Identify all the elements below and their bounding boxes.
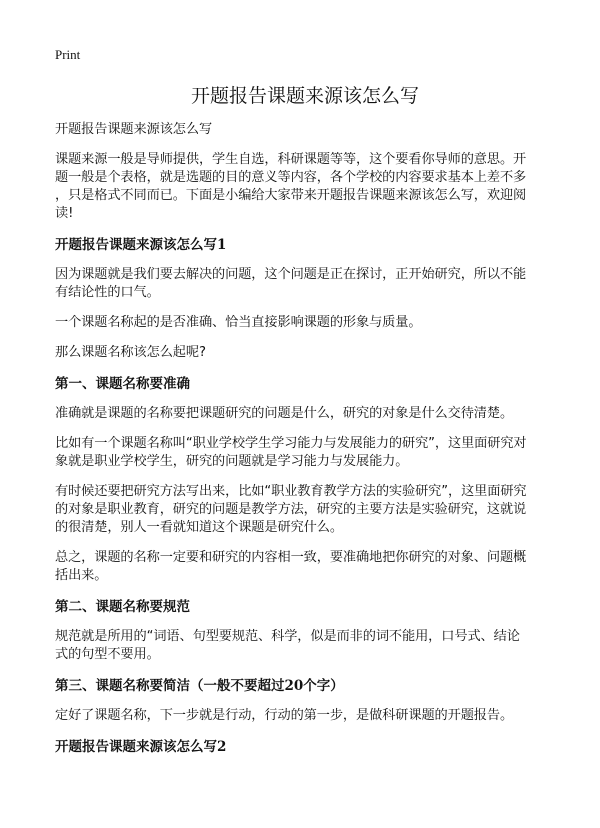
text-line: 第二、课题名称要规范 [55, 599, 190, 615]
text-line: 括出来。 [55, 568, 108, 583]
section-heading [55, 598, 555, 616]
paragraph [55, 628, 555, 664]
text-line: 开题报告课题来源该怎么写1 [55, 237, 227, 253]
paragraph [55, 121, 555, 139]
text-line: 第一、课题名称要准确 [55, 376, 190, 392]
document-page [55, 46, 555, 756]
section-heading [55, 236, 555, 254]
text-line: 总之，课题的名称一定要和研究的内容相一致，要准确地把你研究的对象、问题概 [55, 550, 527, 565]
document-body [55, 121, 555, 756]
text-line: 规范就是所用的“词语、句型要规范、科学，似是而非的词不能用，口号式、结论 [55, 629, 520, 644]
text-line: 题一般是个表格，就是选题的目的意义等内容，各个学校的内容要求基本上差不多 [55, 170, 527, 185]
text-line: 象就是职业学校学生，研究的问题就是学习能力与发展能力。 [55, 454, 409, 469]
paragraph [55, 483, 555, 537]
text-line: 有时候还要把研究方法写出来，比如“职业教育教学方法的实验研究”，这里面研究 [55, 484, 527, 499]
paragraph [55, 344, 555, 362]
section-heading [55, 738, 555, 756]
text-line: 的对象是职业教育，研究的问题是教学方法，研究的主要方法是实验研究，这就说 [55, 502, 527, 517]
text-line: 定好了课题名称，下一步就是行动，行动的第一步，是做科研课题的开题报告。 [55, 708, 514, 723]
text-line: 开题报告课题来源该怎么写 [55, 122, 213, 137]
paragraph [55, 549, 555, 585]
text-line: 第三、课题名称要简洁（一般不要超过20个字） [55, 678, 344, 694]
paragraph [55, 435, 555, 471]
text-line: 式的句型不要用。 [55, 647, 160, 662]
page-title: 开题报告课题来源该怎么写 [190, 85, 419, 107]
text-line: 准确就是课题的名称要把课题研究的问题是什么，研究的对象是什么交待清楚。 [55, 406, 514, 421]
print-link[interactable]: Print [55, 47, 81, 62]
text-line: 一个课题名称起的是否准确、恰当直接影响课题的形象与质量。 [55, 315, 422, 330]
text-line: 读! [55, 206, 74, 221]
section-heading [55, 677, 555, 695]
text-line: 那么课题名称该怎么起呢? [55, 345, 206, 360]
text-line: 比如有一个课题名称叫“职业学校学生学习能力与发展能力的研究”，这里面研究对 [55, 436, 527, 451]
text-line: 的很清楚，别人一看就知道这个课题是研究什么。 [55, 520, 343, 535]
paragraph [55, 314, 555, 332]
text-line: 有结论性的口气。 [55, 285, 160, 300]
text-line: 因为课题就是我们要去解决的问题，这个问题是正在探讨，正开始研究，所以不能 [55, 267, 527, 282]
text-line: 课题来源一般是导师提供，学生自选，科研课题等等，这个要看你导师的意思。开 [55, 152, 527, 167]
section-heading [55, 375, 555, 393]
paragraph [55, 151, 555, 223]
text-line: 开题报告课题来源该怎么写2 [55, 739, 227, 755]
text-line: ，只是格式不同而已。下面是小编给大家带来开题报告课题来源该怎么写，欢迎阅 [55, 188, 527, 203]
paragraph [55, 707, 555, 725]
paragraph [55, 405, 555, 423]
paragraph [55, 266, 555, 302]
